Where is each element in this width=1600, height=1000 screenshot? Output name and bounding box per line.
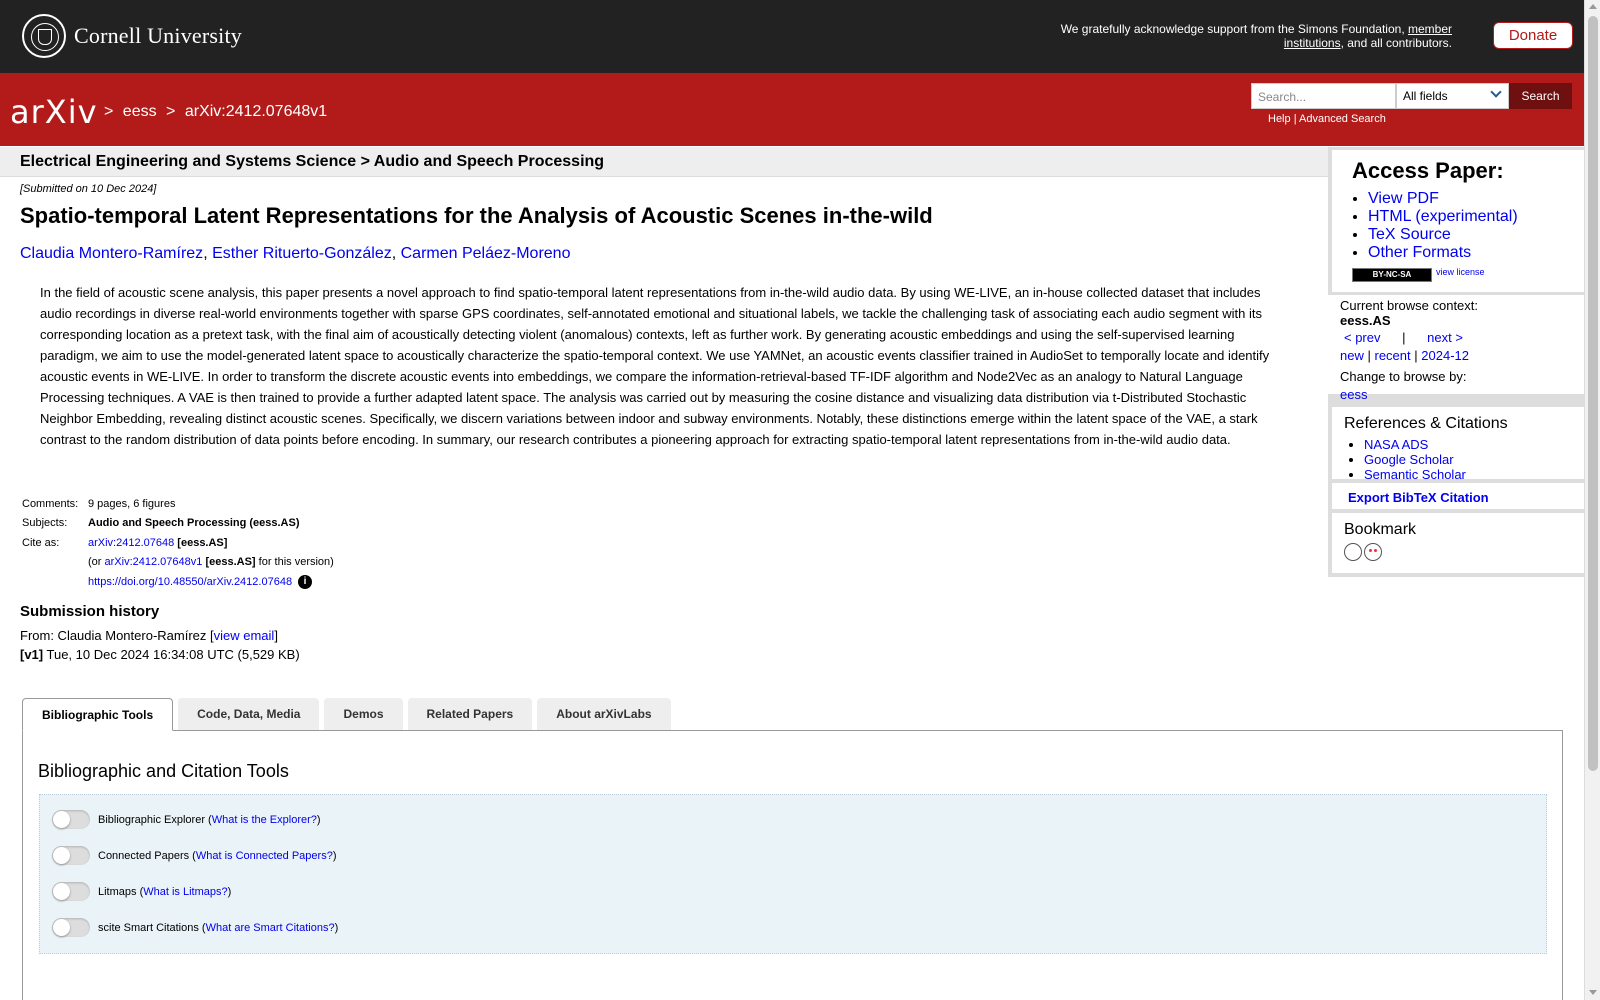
panel-title: Bibliographic and Citation Tools: [38, 761, 289, 781]
other-formats-link[interactable]: Other Formats: [1368, 244, 1472, 261]
submission-date: [Submitted on 10 Dec 2024]: [20, 183, 157, 195]
tex-source-link[interactable]: TeX Source: [1368, 226, 1451, 243]
nasa-ads-link[interactable]: NASA ADS: [1364, 437, 1429, 452]
scite-help-link[interactable]: What are Smart Citations?: [205, 921, 335, 934]
tab-related-papers[interactable]: Related Papers: [408, 698, 533, 730]
tab-bibliographic-tools[interactable]: Bibliographic Tools: [22, 698, 173, 731]
author-link[interactable]: Esther Rituerto-González: [212, 245, 392, 262]
references-title: References & Citations: [1344, 415, 1508, 432]
doi-row: [20, 572, 334, 592]
tab-about-arxivlabs[interactable]: About arXivLabs: [537, 698, 670, 730]
explorer-help-link[interactable]: What is the Explorer?: [211, 813, 317, 826]
cornell-name: Cornell University: [74, 23, 242, 48]
search-input[interactable]: Search...: [1251, 83, 1396, 109]
bookmark-title: Bookmark: [1344, 521, 1417, 538]
member-institutions-link[interactable]: member institutions: [1283, 22, 1452, 50]
tab-code-data-media[interactable]: Code, Data, Media: [178, 698, 319, 730]
advanced-search-link[interactable]: Advanced Search: [1299, 113, 1386, 125]
bookmark-box: [1332, 513, 1585, 573]
browse-eess-link[interactable]: eess: [1340, 387, 1368, 402]
toggle-list: [39, 794, 1547, 954]
scroll-thumb[interactable]: [1588, 16, 1598, 771]
search-button[interactable]: Search: [1509, 83, 1572, 109]
doi-link[interactable]: https://doi.org/10.48550/arXiv.2412.07648: [88, 575, 293, 588]
toggle-row-scite: scite Smart Citations ( What are Smart Citations? ): [52, 918, 338, 937]
month-link[interactable]: 2024-12: [1421, 348, 1469, 363]
access-paper-box: [1332, 150, 1585, 292]
breadcrumb: > eess > arXiv:2412.07648v1: [104, 103, 328, 120]
author-link[interactable]: Claudia Montero-Ramírez: [20, 245, 204, 262]
next-link[interactable]: next >: [1427, 330, 1463, 345]
bibliographic-explorer-toggle[interactable]: [52, 810, 90, 829]
subject-header: [0, 147, 1328, 177]
bibsonomy-icon[interactable]: [1344, 543, 1362, 561]
semantic-scholar-link[interactable]: Semantic Scholar: [1364, 467, 1466, 482]
abstract: In the field of acoustic scene analysis, this paper presents a novel approach to find spatio-temporal latent representations from in-the-wild audio data. By using WE-LIVE, an in-house collected dataset that includes audio recordings in diverse real-world environments together with sparse GPS coordinates, self-annotated emotional and situational labels, we tackle the challenging task of associating each audio segment with its corresponding location as a pretext task, with the final aim of acoustically detecting violent (anomalous) contexts, left as further work. By generating acoustic embeddings and using the self-supervised learning paradigm, we aim to use the model-generated latent space to acoustically characterize the spatio-temporal context. We use YAMNet, an acoustic events classifier trained in AudioSet to temporally locate and identify acoustic events in WE-LIVE. In order to transform the discrete acoustic events into embeddings, we compare the information-retrieval-based TF-IDF algorithm and Node2Vec as an analogy to Natural Language Processing techniques. A VAE is then trained to provide a further adapted latent space. The analysis was carried out by measuring the cosine distance and visualizing data distribution via t-Distributed Stochastic Neighbor Embedding, revealing distinct acoustic scenes. Specifically, we discern variations between indoor and subway environments. Notably, these distinctions emerge within the latent space of the VAE, a stark contrast to the random distribution of data points before encoding. In summary, our research contributes a pioneering approach for extracting spatio-temporal latent representations from in-the-wild audio data.: [40, 285, 1270, 447]
help-link[interactable]: Help: [1268, 113, 1291, 125]
toggle-row-connected-papers: Connected Papers ( What is Connected Papers? ): [52, 846, 336, 865]
labs-tabs: [22, 698, 676, 731]
litmaps-toggle[interactable]: [52, 882, 90, 901]
connected-papers-toggle[interactable]: [52, 846, 90, 865]
current-context: eess.AS: [1340, 313, 1391, 328]
view-pdf-link[interactable]: View PDF: [1368, 190, 1439, 207]
sidebar: [1328, 147, 1585, 577]
view-license-link[interactable]: view license: [1436, 267, 1485, 277]
submitter: From: Claudia Montero-Ramírez [view email]: [20, 628, 278, 643]
new-link[interactable]: new: [1340, 348, 1364, 363]
references-box: [1332, 407, 1585, 482]
support-text: We gratefully acknowledge support from the Simons Foundation, member institutions, and all contributors.: [1060, 22, 1452, 50]
scroll-down-icon[interactable]: [1589, 990, 1597, 995]
access-links: [1368, 190, 1518, 262]
cite-version-link[interactable]: arXiv:2412.07648v1: [104, 556, 203, 569]
cite-link[interactable]: arXiv:2412.07648: [88, 536, 175, 549]
cornell-banner: [0, 0, 1584, 73]
reddit-icon[interactable]: [1364, 543, 1382, 561]
subject-path: Electrical Engineering and Systems Science > Audio and Speech Processing: [20, 153, 605, 170]
scite-toggle[interactable]: [52, 918, 90, 937]
chevron-down-icon: [1490, 86, 1501, 97]
arxiv-logo-icon: [10, 93, 100, 135]
browse-context-box: Current browse context: eess.AS < prev | next > new | recent | 2024-12 Change to browse by: eess: [1314, 295, 1585, 394]
submission-history-title: Submission history: [20, 603, 160, 620]
cc-license-badge[interactable]: BY-NC-SA: [1352, 268, 1432, 282]
scroll-up-icon[interactable]: [1589, 4, 1597, 9]
metadata-table: [20, 494, 334, 592]
arxiv-header: [0, 73, 1584, 146]
html-link[interactable]: HTML (experimental): [1368, 208, 1518, 225]
bibtex-box: [1332, 483, 1585, 509]
breadcrumb-archive[interactable]: eess: [122, 103, 157, 120]
info-icon[interactable]: i: [298, 575, 312, 589]
comments-row: Comments: 9 pages, 6 figures: [22, 497, 176, 510]
cite-row: Cite as: arXiv:2412.07648 [eess.AS]: [22, 536, 228, 549]
prev-link[interactable]: < prev: [1344, 330, 1381, 345]
tab-demos[interactable]: Demos: [324, 698, 402, 730]
cornell-logo[interactable]: [22, 14, 242, 58]
help-links: Help | Advanced Search: [1268, 113, 1386, 125]
breadcrumb-paper-id: arXiv:2412.07648v1: [184, 103, 328, 120]
cite-version-row: (or arXiv:2412.07648v1 [eess.AS] for this version): [88, 556, 334, 569]
subjects-row: Subjects: Audio and Speech Processing (eess.AS): [22, 517, 300, 530]
access-paper-title: Access Paper:: [1352, 158, 1504, 183]
version-v1: [v1] Tue, 10 Dec 2024 16:34:08 UTC (5,529 KB): [20, 647, 300, 662]
cornell-seal-icon: [22, 14, 66, 58]
scrollbar[interactable]: [1584, 0, 1600, 1000]
google-scholar-link[interactable]: Google Scholar: [1364, 452, 1454, 467]
toggle-row-explorer: Bibliographic Explorer ( What is the Explorer? ): [52, 810, 321, 829]
arxiv-logo[interactable]: [10, 93, 100, 144]
tab-panel: [22, 730, 1563, 1000]
svg-text:arXiv: arXiv: [10, 93, 98, 131]
recent-link[interactable]: recent: [1374, 348, 1411, 363]
author-list: Claudia Montero-Ramírez, Esther Rituerto-González, Carmen Peláez-Moreno: [20, 245, 571, 262]
author-link[interactable]: Carmen Peláez-Moreno: [400, 245, 571, 262]
connected-papers-help-link[interactable]: What is Connected Papers?: [195, 849, 333, 862]
paper-title: Spatio-temporal Latent Representations for the Analysis of Acoustic Scenes in-the-wild: [20, 203, 933, 228]
export-bibtex-link[interactable]: Export BibTeX Citation: [1348, 490, 1489, 505]
view-email-link[interactable]: view email: [213, 628, 275, 643]
donate-button[interactable]: Donate: [1493, 22, 1573, 49]
litmaps-help-link[interactable]: What is Litmaps?: [143, 885, 228, 898]
toggle-row-litmaps: Litmaps ( What is Litmaps? ): [52, 882, 231, 901]
search-field-select[interactable]: All fields: [1396, 83, 1509, 109]
